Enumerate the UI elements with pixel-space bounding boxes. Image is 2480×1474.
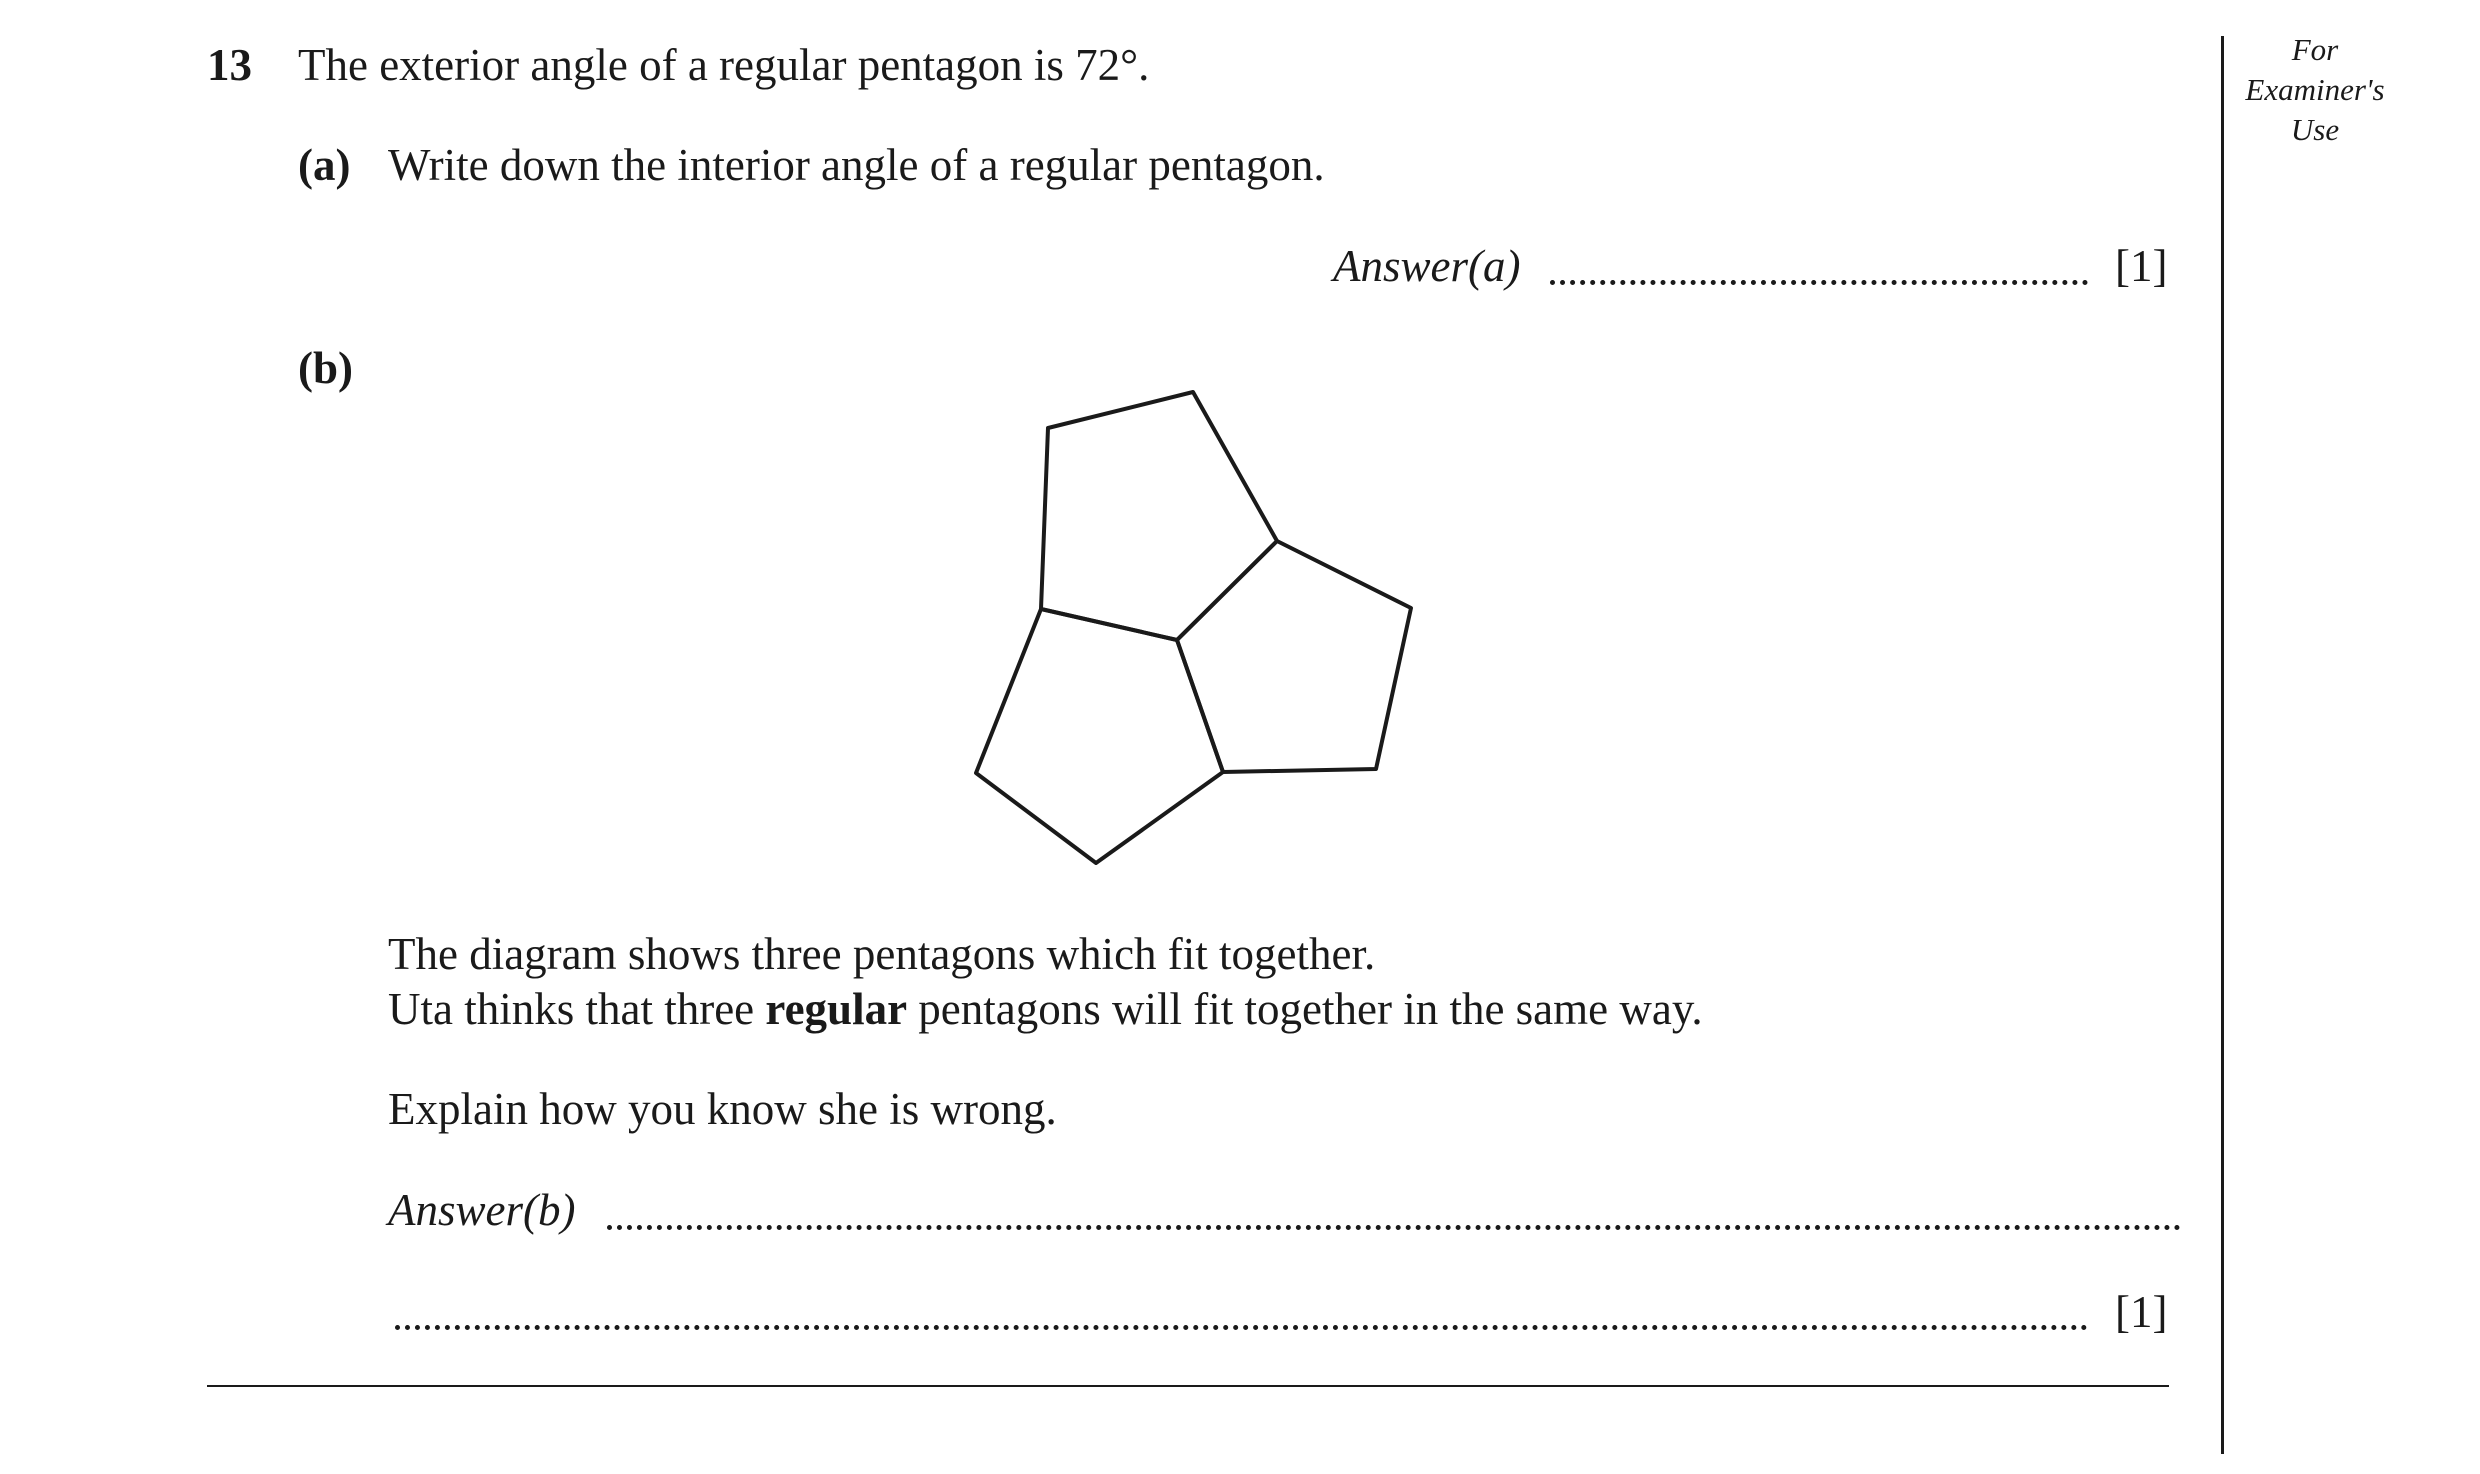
- question-stem: The exterior angle of a regular pentagon is 72°.: [298, 40, 1150, 90]
- part-b-line-1: The diagram shows three pentagons which fit together.: [388, 929, 1376, 979]
- question-end-rule: [207, 1385, 2169, 1387]
- line-2-end: pentagons will fit together in the same way.: [907, 984, 1703, 1034]
- examiner-line-3: Use: [2290, 112, 2340, 147]
- part-a-text: Write down the interior angle of a regular pentagon.: [388, 140, 1325, 190]
- part-a-label: (a): [298, 140, 351, 190]
- answer-b-field-line-2[interactable]: [395, 1285, 2088, 1330]
- pentagon-top: [1041, 392, 1277, 640]
- part-b-label: (b): [298, 343, 353, 393]
- examiner-line-2: Examiner's: [2245, 72, 2385, 107]
- part-b-marks: [1]: [2115, 1287, 2168, 1337]
- answer-b-label: Answer(b): [388, 1185, 576, 1235]
- part-b-line-2: [388, 984, 1703, 1034]
- examiner-line-1: For: [2291, 32, 2339, 67]
- line-2-start: Uta thinks that three: [388, 984, 766, 1034]
- answer-a-label: Answer(a): [1333, 241, 1521, 291]
- pentagon-bottom-left: [976, 609, 1223, 863]
- question-number: 13: [207, 40, 252, 90]
- emphasis-regular: regular: [765, 984, 908, 1034]
- answer-b-field-line-1[interactable]: [607, 1185, 2181, 1230]
- part-a-marks: [1]: [2115, 241, 2168, 291]
- part-b-instruction: Explain how you know she is wrong.: [388, 1084, 1057, 1134]
